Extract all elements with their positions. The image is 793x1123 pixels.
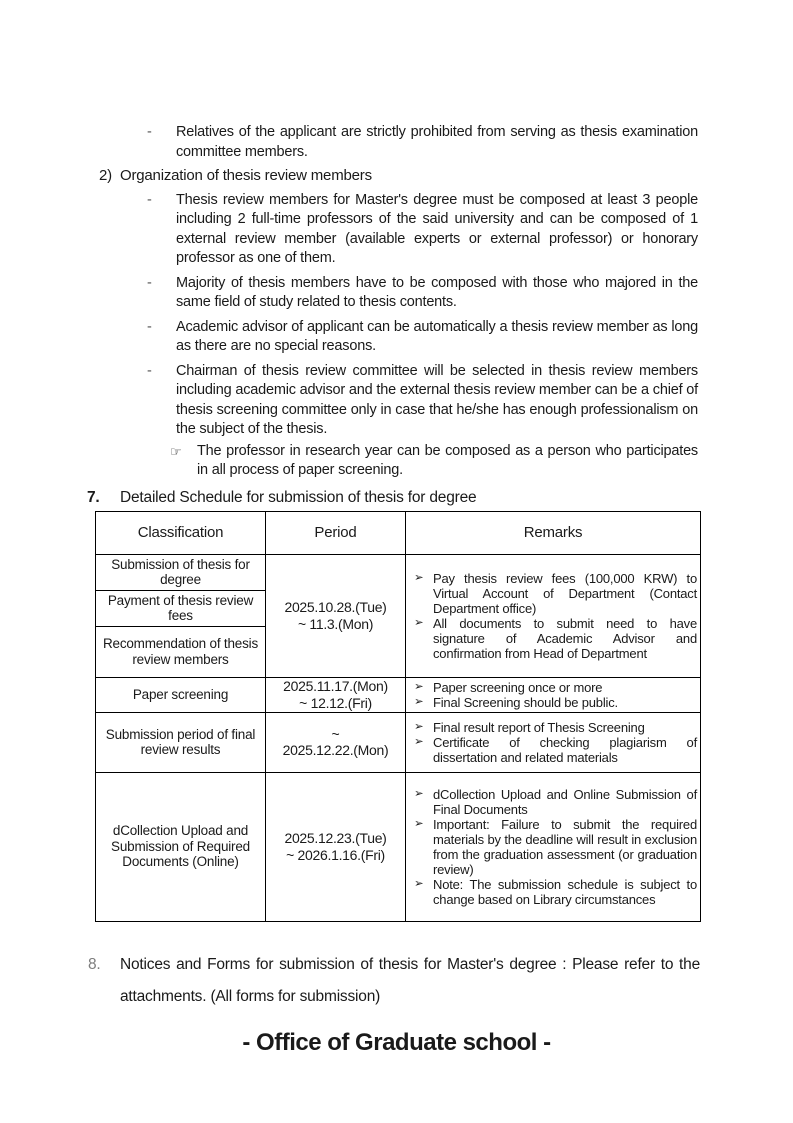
table-header-row <box>96 511 701 554</box>
remark-item <box>409 817 697 877</box>
remark-text: Certificate of checking plagiarism of dissertation and related materials <box>433 734 697 765</box>
hand-note-text: The professor in research year can be composed as a person who participates in all process of paper screening. <box>197 442 698 478</box>
classification-cell: Submission of thesis for degree <box>96 554 266 590</box>
remark-text: Paper screening once or more <box>433 679 603 695</box>
remark-text: Important: Failure to submit the required materials by the deadline will result in exclusion from the graduation assessment (or graduation review) <box>433 816 697 877</box>
period-line: ~ 2026.1.16.(Fri) <box>286 846 385 863</box>
period-line: 2025.10.28.(Tue) <box>284 599 387 615</box>
list-item-text: Relatives of the applicant are strictly prohibited from serving as thesis examination committee members. <box>176 124 698 160</box>
remark-item <box>409 735 697 765</box>
table-row <box>96 554 701 590</box>
arrow-bullet-icon: ➢ <box>414 680 424 693</box>
classification-cell: Paper screening <box>96 677 266 712</box>
period-line: ~ 12.12.(Fri) <box>299 694 372 711</box>
section-8-text: Notices and Forms for submission of thesis for Master's degree : Please refer to the attachments. (All forms for submission) <box>120 955 700 1005</box>
remark-text: dCollection Upload and Online Submission of Final Documents <box>433 786 697 817</box>
remark-item <box>409 877 697 907</box>
pointing-hand-icon: ☞ <box>170 443 182 459</box>
table-row <box>96 712 701 772</box>
remark-text: Note: The submission schedule is subject to change based on Library circumstances <box>433 876 697 907</box>
period-line: ~ <box>331 725 340 742</box>
arrow-bullet-icon: ➢ <box>414 877 424 890</box>
section-number: 7. <box>87 488 100 506</box>
arrow-bullet-icon: ➢ <box>414 787 424 800</box>
arrow-bullet-icon: ➢ <box>414 720 424 733</box>
period-cell <box>266 712 406 772</box>
dash-bullet-icon: - <box>147 124 152 140</box>
list-item-text: Thesis review members for Master's degree must be composed at least 3 people including 2 full-time professors of the said university and can be composed of 1 external review member (available experts or external professor) or honorary professor as one of them. <box>176 191 698 266</box>
period-line: ~ 11.3.(Mon) <box>297 615 374 632</box>
period-cell <box>266 554 406 677</box>
period-cell <box>266 677 406 712</box>
period-line: 2025.12.23.(Tue) <box>284 830 387 846</box>
remarks-cell <box>406 554 701 677</box>
col-header-period: Period <box>266 511 406 554</box>
remark-item <box>409 695 697 710</box>
list-item-text: Academic advisor of applicant can be automatically a thesis review member as long as there are no special reasons. <box>176 318 698 354</box>
classification-cell: Submission period of final review results <box>96 712 266 772</box>
period-line: 2025.12.22.(Mon) <box>282 742 389 758</box>
remark-item <box>409 571 697 616</box>
dash-bullet-icon: - <box>147 191 152 208</box>
classification-cell: Recommendation of thesis review members <box>96 626 266 677</box>
arrow-bullet-icon: ➢ <box>414 616 424 629</box>
item-number: 2) <box>99 167 112 184</box>
remark-text: All documents to submit need to have signature of Academic Advisor and confirmation from Head of Department <box>433 615 697 661</box>
remarks-cell <box>406 712 701 772</box>
list-item <box>147 318 698 357</box>
remarks-cell <box>406 677 701 712</box>
remark-text: Final Screening should be public. <box>433 694 618 710</box>
arrow-bullet-icon: ➢ <box>414 571 424 584</box>
arrow-bullet-icon: ➢ <box>414 695 424 708</box>
remark-text: Final result report of Thesis Screening <box>433 719 645 735</box>
section-number: 8. <box>88 955 101 973</box>
list-item <box>147 274 698 313</box>
remark-item <box>409 680 697 695</box>
section-7-heading <box>87 488 700 508</box>
dash-bullet-icon: - <box>147 274 152 291</box>
table-row <box>96 677 701 712</box>
period-line: 2025.11.17.(Mon) <box>283 678 388 694</box>
section-title: Detailed Schedule for submission of thesis for degree <box>120 488 477 506</box>
hand-note <box>170 442 698 481</box>
remark-item <box>409 787 697 817</box>
classification-cell: dCollection Upload and Submission of Required Documents (Online) <box>96 772 266 921</box>
list-item-text: Majority of thesis members have to be composed with those who majored in the same field of study related to thesis contents. <box>176 274 698 310</box>
list-item <box>147 362 698 440</box>
period-cell <box>266 772 406 921</box>
section-8-item <box>88 949 700 1013</box>
col-header-remarks: Remarks <box>406 511 701 554</box>
schedule-table <box>95 511 701 922</box>
list-item-text: Chairman of thesis review committee will be selected in thesis review members including academic advisor and the external thesis review member can be a chief of thesis screening committee only in case that he/she has enough professionalism on the subject of the thesis. <box>176 362 698 437</box>
classification-cell: Payment of thesis review fees <box>96 590 266 626</box>
arrow-bullet-icon: ➢ <box>414 817 424 830</box>
numbered-item-2 <box>99 166 698 186</box>
remark-item <box>409 720 697 735</box>
remark-text: Pay thesis review fees (100,000 KRW) to Virtual Account of Department (Contact Department office) <box>433 570 697 616</box>
dash-bullet-icon: - <box>147 362 152 379</box>
table-row <box>96 772 701 921</box>
remarks-cell <box>406 772 701 921</box>
remark-item <box>409 616 697 661</box>
list-item <box>147 191 698 269</box>
numbered-item-text: Organization of thesis review members <box>120 167 372 184</box>
footer-signature: - Office of Graduate school - <box>242 1028 551 1056</box>
dash-bullet-icon: - <box>147 318 152 335</box>
col-header-classification: Classification <box>96 511 266 554</box>
arrow-bullet-icon: ➢ <box>414 735 424 748</box>
list-item <box>147 123 698 162</box>
